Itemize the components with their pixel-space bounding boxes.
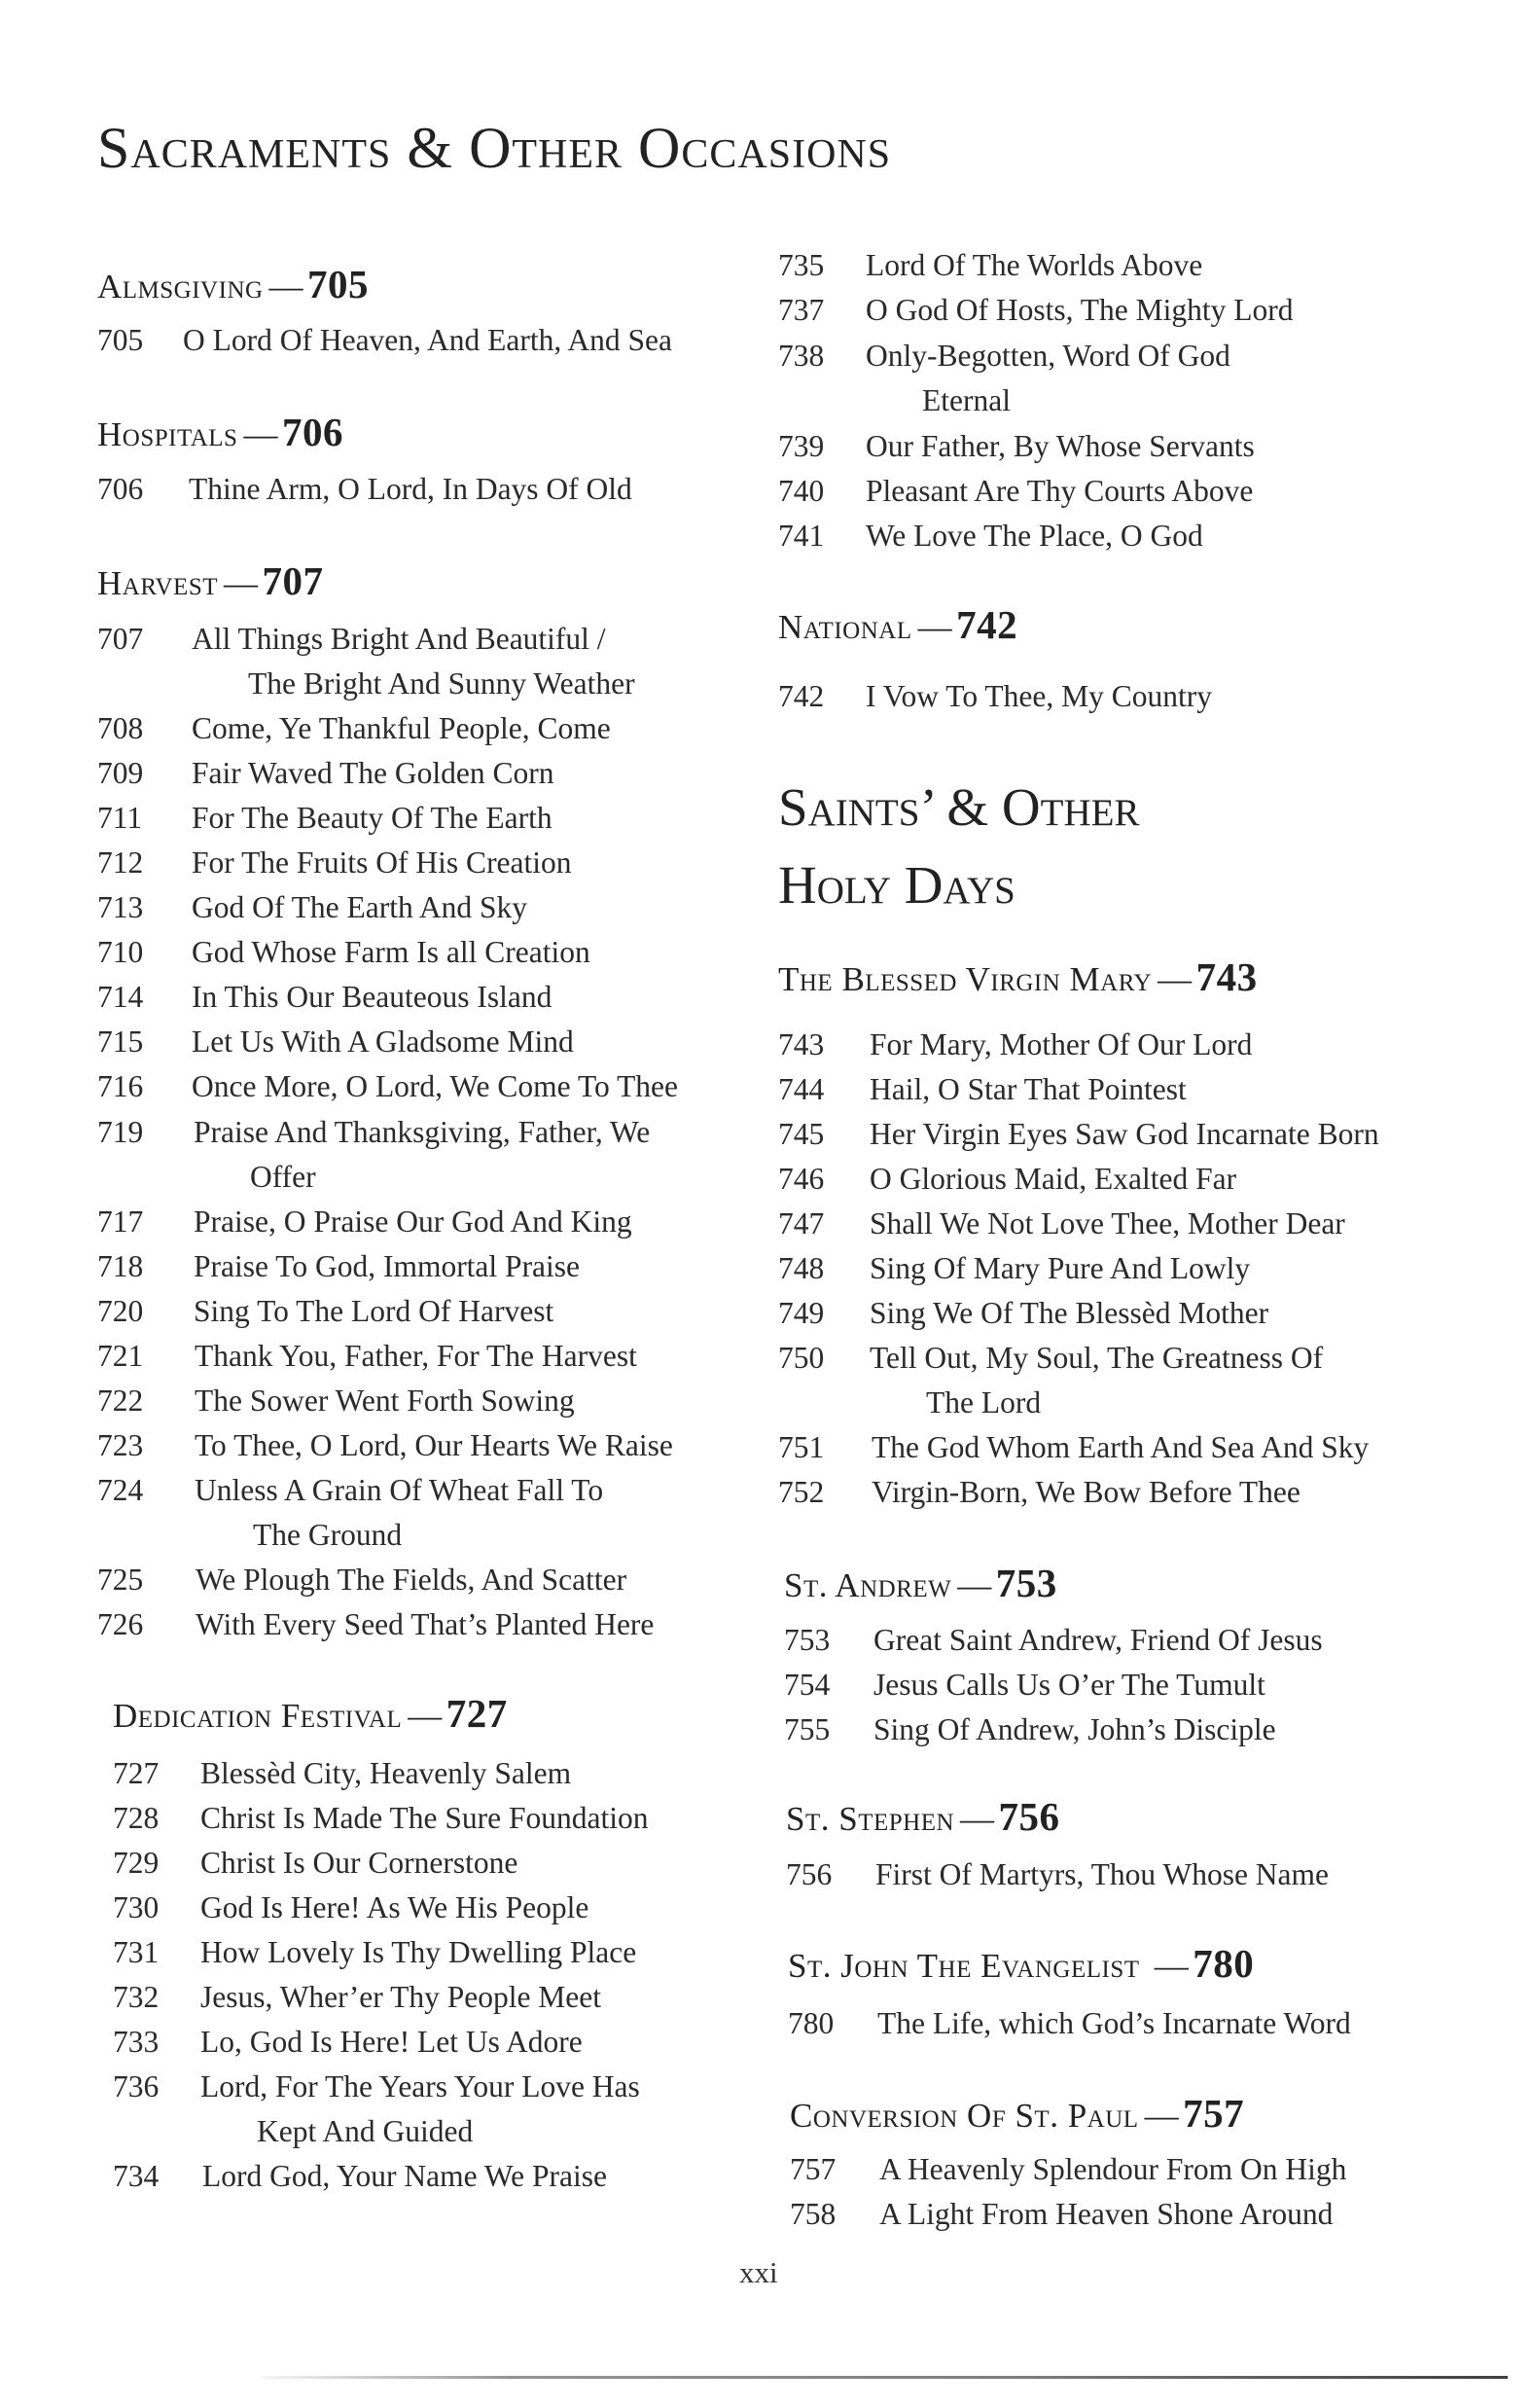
page-title: Sacraments & Other Occasions <box>97 116 892 180</box>
hymn-title: For Mary, Mother Of Our Lord <box>870 1027 1253 1061</box>
hymn-number: 729 <box>113 1846 160 1880</box>
hymn-title: For The Beauty Of The Earth <box>192 801 552 835</box>
hymn-title: Her Virgin Eyes Saw God Incarnate Born <box>870 1117 1379 1151</box>
hymn-title: Come, Ye Thankful People, Come <box>192 711 611 745</box>
hymn-number: 725 <box>97 1563 144 1597</box>
hymn-title: The Sower Went Forth Sowing <box>195 1384 575 1418</box>
hymn-number: 740 <box>778 474 825 508</box>
section-number: 706 <box>281 410 343 454</box>
hymn-title-continuation: The Ground <box>253 1518 403 1552</box>
hymn-number: 736 <box>113 2069 160 2103</box>
page-edge-rule <box>263 2376 1508 2379</box>
hymn-title: Christ Is Made The Sure Foundation <box>200 1801 649 1835</box>
hymn-number: 708 <box>97 711 144 745</box>
hymn-number: 754 <box>784 1668 831 1702</box>
section-number: 742 <box>956 602 1018 647</box>
hymn-title: Lo, God Is Here! Let Us Adore <box>200 2025 583 2059</box>
hymn-number: 712 <box>97 845 144 880</box>
hymn-number: 720 <box>97 1294 144 1328</box>
hymn-number: 780 <box>788 2006 835 2040</box>
hymn-title: First Of Martyrs, Thou Whose Name <box>875 1857 1330 1891</box>
hymn-number: 716 <box>97 1069 144 1103</box>
hymn-number: 735 <box>778 248 825 282</box>
hymn-title: The Life, which God’s Incarnate Word <box>877 2006 1351 2040</box>
hymn-title: Virgin-Born, We Bow Before Thee <box>872 1475 1300 1509</box>
hymn-title: Christ Is Our Cornerstone <box>200 1846 518 1880</box>
hymn-number: 732 <box>113 1980 160 2014</box>
section-name: Harvest <box>97 564 219 602</box>
section-heading-harvest: Harvest —707 <box>97 558 324 603</box>
hymn-title: Praise And Thanksgiving, Father, We <box>194 1115 651 1149</box>
hymn-title: Blessèd City, Heavenly Salem <box>200 1756 572 1790</box>
section-heading-st-john-the-evangelist: St. John The Evangelist —780 <box>788 1941 1255 1986</box>
hymn-title: Unless A Grain Of Wheat Fall To <box>195 1473 604 1507</box>
section-name: St. Stephen <box>786 1800 955 1838</box>
hymn-title: Praise, O Praise Our God And King <box>194 1204 632 1239</box>
hymn-title: God Whose Farm Is all Creation <box>192 935 590 969</box>
hymn-title: Jesus Calls Us O’er The Tumult <box>873 1668 1265 1702</box>
section-number: 707 <box>262 558 324 603</box>
section-heading-almsgiving: Almsgiving —705 <box>97 262 370 306</box>
hymn-number: 748 <box>778 1251 825 1285</box>
hymn-number: 726 <box>97 1607 144 1641</box>
hymn-title: A Heavenly Splendour From On High <box>879 2152 1347 2186</box>
hymn-number: 731 <box>113 1935 160 1969</box>
section-number: 780 <box>1193 1941 1255 1986</box>
saints-heading-line-1: Saints’ & Other <box>778 777 1140 837</box>
hymn-number: 715 <box>97 1024 144 1059</box>
hymn-number: 757 <box>790 2152 837 2186</box>
hymn-title-continuation: Eternal <box>922 383 1011 417</box>
hymn-number: 750 <box>778 1341 825 1375</box>
hymn-number: 758 <box>790 2197 837 2231</box>
hymn-title-continuation: Kept And Guided <box>257 2114 474 2148</box>
hymn-number: 711 <box>97 801 143 835</box>
hymn-number: 714 <box>97 980 144 1014</box>
hymn-title: Thine Arm, O Lord, In Days Of Old <box>189 472 632 506</box>
hymn-title: Once More, O Lord, We Come To Thee <box>192 1069 679 1103</box>
hymn-number: 749 <box>778 1296 825 1330</box>
hymn-title: O God Of Hosts, The Mighty Lord <box>866 293 1294 327</box>
hymn-number: 727 <box>113 1756 160 1790</box>
hymn-title: Lord, For The Years Your Love Has <box>200 2069 640 2103</box>
section-number: 705 <box>307 262 370 306</box>
hymn-number: 730 <box>113 1890 160 1924</box>
hymn-number: 738 <box>778 339 825 373</box>
section-name: Hospitals <box>97 415 238 453</box>
page-number: xxi <box>739 2255 778 2289</box>
hymn-title: God Is Here! As We His People <box>200 1890 589 1924</box>
hymn-title-continuation: The Bright And Sunny Weather <box>248 666 635 701</box>
hymn-number: 743 <box>778 1027 825 1061</box>
hymn-number: 746 <box>778 1162 825 1196</box>
hymn-title: Let Us With A Gladsome Mind <box>192 1024 574 1059</box>
hymn-title: Tell Out, My Soul, The Greatness Of <box>870 1341 1324 1375</box>
hymn-number: 706 <box>97 472 144 506</box>
hymn-title: Lord Of The Worlds Above <box>866 248 1203 282</box>
hymn-title: We Plough The Fields, And Scatter <box>196 1563 627 1597</box>
section-name: National <box>778 608 912 646</box>
hymn-title: Hail, O Star That Pointest <box>870 1072 1187 1106</box>
hymn-title: God Of The Earth And Sky <box>192 890 528 924</box>
hymn-title: Thank You, Father, For The Harvest <box>195 1339 637 1373</box>
section-name: Conversion Of St. Paul <box>790 2097 1139 2135</box>
hymn-title: With Every Seed That’s Planted Here <box>196 1607 655 1641</box>
section-heading-hospitals: Hospitals —706 <box>97 410 343 454</box>
hymn-number: 755 <box>784 1712 831 1746</box>
hymn-number: 753 <box>784 1623 831 1657</box>
hymn-title: How Lovely Is Thy Dwelling Place <box>200 1935 637 1969</box>
hymn-title-continuation: The Lord <box>926 1385 1042 1420</box>
hymn-title: O Glorious Maid, Exalted Far <box>870 1162 1237 1196</box>
section-heading-dedication-festival: Dedication Festival —727 <box>113 1691 508 1736</box>
hymn-title: Sing To The Lord Of Harvest <box>194 1294 554 1328</box>
hymn-number: 724 <box>97 1473 144 1507</box>
hymn-number: 721 <box>97 1339 144 1373</box>
section-name: Almsgiving <box>97 268 264 305</box>
section-number: 727 <box>445 1691 508 1736</box>
section-name: Dedication Festival <box>113 1697 403 1735</box>
hymn-title: Sing Of Andrew, John’s Disciple <box>873 1712 1276 1746</box>
section-name: The Blessed Virgin Mary <box>778 960 1153 998</box>
hymn-number: 713 <box>97 890 144 924</box>
hymn-title: Jesus, Wher’er Thy People Meet <box>200 1980 602 2014</box>
section-heading-st-stephen: St. Stephen —756 <box>786 1794 1060 1839</box>
hymn-title: O Lord Of Heaven, And Earth, And Sea <box>183 323 673 357</box>
hymn-title: In This Our Beauteous Island <box>192 980 552 1014</box>
section-heading-blessed-virgin-mary: The Blessed Virgin Mary —743 <box>778 954 1258 999</box>
hymn-title: All Things Bright And Beautiful / <box>192 622 606 656</box>
hymn-number: 739 <box>778 429 825 463</box>
hymn-title: The God Whom Earth And Sea And Sky <box>872 1430 1370 1464</box>
section-heading-conversion-of-st-paul: Conversion Of St. Paul —757 <box>790 2091 1245 2136</box>
hymn-number: 737 <box>778 293 825 327</box>
hymn-title: Sing We Of The Blessèd Mother <box>870 1296 1269 1330</box>
section-heading-st-andrew: St. Andrew —753 <box>784 1561 1057 1605</box>
hymn-number: 734 <box>113 2159 160 2193</box>
hymn-number: 733 <box>113 2025 160 2059</box>
hymn-number: 742 <box>778 679 825 713</box>
hymn-title: Fair Waved The Golden Corn <box>192 756 554 790</box>
saints-heading-line-2: Holy Days <box>778 855 1015 915</box>
hymn-number: 710 <box>97 935 144 969</box>
hymn-number: 756 <box>786 1857 833 1891</box>
section-name: St. Andrew <box>784 1566 952 1604</box>
hymn-number: 709 <box>97 756 144 790</box>
hymn-title: Great Saint Andrew, Friend Of Jesus <box>873 1623 1323 1657</box>
section-number: 757 <box>1183 2091 1245 2136</box>
hymn-title: I Vow To Thee, My Country <box>866 679 1212 713</box>
hymn-number: 741 <box>778 519 825 553</box>
hymn-title: Praise To God, Immortal Praise <box>194 1249 581 1283</box>
hymn-number: 728 <box>113 1801 160 1835</box>
hymn-title: A Light From Heaven Shone Around <box>879 2197 1334 2231</box>
section-number: 743 <box>1195 954 1258 999</box>
hymn-number: 719 <box>97 1115 144 1149</box>
hymn-number: 707 <box>97 622 144 656</box>
section-heading-national: National —742 <box>778 602 1018 647</box>
hymn-title-continuation: Offer <box>250 1160 316 1194</box>
hymn-number: 744 <box>778 1072 825 1106</box>
hymn-title: Only-Begotten, Word Of God <box>866 339 1230 373</box>
hymn-title: Sing Of Mary Pure And Lowly <box>870 1251 1251 1285</box>
hymn-number: 705 <box>97 323 144 357</box>
hymn-number: 747 <box>778 1206 825 1240</box>
hymn-title: Our Father, By Whose Servants <box>866 429 1255 463</box>
hymn-number: 722 <box>97 1384 144 1418</box>
section-name: St. John The Evangelist <box>788 1947 1140 1985</box>
hymn-title: Shall We Not Love Thee, Mother Dear <box>870 1206 1345 1240</box>
hymn-title: Lord God, Your Name We Praise <box>202 2159 607 2193</box>
hymn-number: 718 <box>97 1249 144 1283</box>
hymn-title: To Thee, O Lord, Our Hearts We Raise <box>195 1428 673 1462</box>
hymn-title: For The Fruits Of His Creation <box>192 845 572 880</box>
section-number: 753 <box>995 1561 1057 1605</box>
section-number: 756 <box>998 1794 1060 1839</box>
hymn-number: 717 <box>97 1204 144 1239</box>
hymn-number: 723 <box>97 1428 144 1462</box>
hymn-number: 745 <box>778 1117 825 1151</box>
hymn-number: 751 <box>778 1430 825 1464</box>
hymn-number: 752 <box>778 1475 825 1509</box>
hymn-title: We Love The Place, O God <box>866 519 1203 553</box>
hymn-title: Pleasant Are Thy Courts Above <box>866 474 1254 508</box>
